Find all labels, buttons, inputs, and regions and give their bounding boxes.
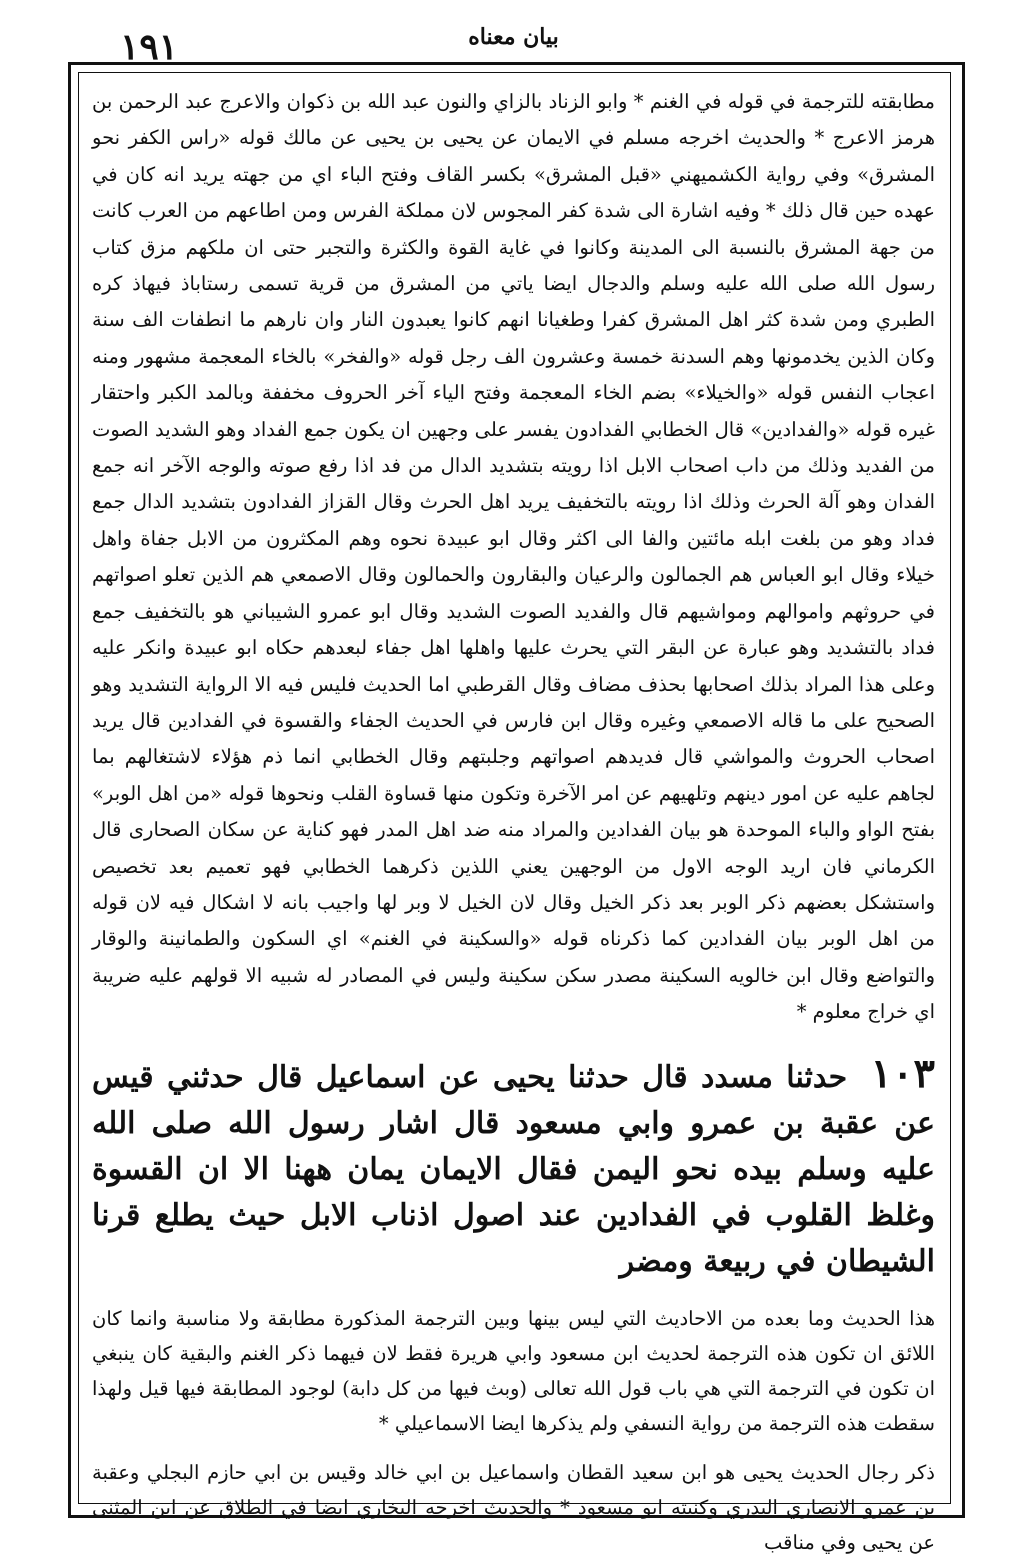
page-header bbox=[60, 6, 967, 68]
narrators-text: يحيى هو ابن سعيد القطان واسماعيل بن ابي خالد وقيس بن ابي حازم البجلي وعقبة بن عمرو الانصاري البدري وكنيته ابو مسعود * والحديث اخرجه البخاري ايضا في الطلاق عن ابن المثنى عن يحيى وفي مناقب bbox=[92, 1460, 935, 1554]
narrators-section bbox=[92, 1455, 935, 1560]
hadith-number: ١٠٣ bbox=[870, 1049, 935, 1097]
hadith-section bbox=[92, 1051, 935, 1285]
narrators-heading: ذكر رجال الحديث bbox=[790, 1460, 935, 1484]
commentary-paragraph: مطابقته للترجمة في قوله في الغنم * وابو الزناد بالزاي والنون عبد الله بن ذكوان والاعرج عبد الرحمن بن هرمز الاعرج * والحديث اخرجه مسلم في الايمان عن يحيى بن يحيى عن مالك قوله «راس الكفر نحو المشرق» وفي رواية الكشميهني «قبل المشرق» بكسر القاف وفتح الباء اي من جهته يريد انه كان في عهده حين قال ذلك * وفيه اشارة الى شدة كفر المجوس لان مملكة الفرس ومن اطاعهم من العرب كانت من جهة المشرق بالنسبة الى المدينة وكانوا في غاية القوة والكثرة والتجبر حتى ان ملكهم مزق كتاب رسول الله صلى الله عليه وسلم والدجال ايضا ياتي من المشرق من قرية تسمى رستاباذ فيهاذ كره الطبري ومن شدة كثر اهل المشرق كفرا وطغيانا انهم كانوا يعبدون النار وان نارهم ما انطفات الف سنة وكان الذين يخدمونها وهم السدنة خمسة وعشرون الف رجل قوله «والفخر» بالخاء المعجمة مشهور ومنه اعجاب النفس قوله «والخيلاء» بضم الخاء المعجمة وفتح الياء آخر الحروف مخففة وبالمد الكبر واحتقار غيره قوله «والفدادين» قال الخطابي الفدادون يفسر على وجهين ان يكون جمع الفداد وهو الشديد الصوت من الفديد وذلك من داب اصحاب الابل اذا رويته بتشديد الدال من فد اذا رفع صوته والوجه الآخر انه جمع الفدان وهو آلة الحرث وذلك اذا رويته بالتخفيف يريد اهل الحرث وقال القزاز الفدادون بتشديد الدال جمع فداد وهو من بلغت ابله مائتين والفا الى اكثر وقال ابو عبيدة نحوه وهم المكثرون من الابل جفاة واهل خيلاء وقال ابو العباس هم الجمالون والرعيان والبقارون والحمالون وقال الاصمعي هم الذين تعلو اصواتهم في حروثهم واموالهم ومواشيهم قال والفديد الصوت الشديد وقال ابو عمرو الشيباني هو بالتخفيف جمع فداد بالتشديد وهو عبارة عن البقر التي يحرث عليها واهلها اهل جفاء لبعدهم حكاه ابو عبيدة وانكر عليه وعلى هذا المراد بذلك اصحابها بحذف مضاف وقال القرطبي اما الحديث فليس فيه الا الرواية التشديد وهو الصحيح على ما قاله الاصمعي وغيره وقال ابن فارس في الحديث الجفاء والقسوة في الفدادين قال يريد اصحاب الحروث والمواشي قال فديدهم اصواتهم وجلبتهم وقال الخطابي انما ذم هؤلاء لاشتغالهم بما لجاهم عليه عن امور دينهم وتلهيهم عن امر الآخرة وتكون منها قساوة القلب ونحوها قوله «من اهل الوبر» بفتح الواو والباء الموحدة هو بيان الفدادين والمراد منه ضد اهل المدر فهو كناية عن سكان الصحارى قال الكرماني فان اريد الوجه الاول من الوجهين يعني اللذين ذكرهما الخطابي فهو تعميم بعد تخصيص واستشكل بعضهم ذكر الوبر بعد ذكر الخيل وقال لان الخيل لا وبر لها واجيب بانه لا اشكال فيه لان قوله من اهل الوبر بيان الفدادين كما ذكرناه قوله «والسكينة في الغنم» اي السكون والطمانينة والوقار والتواضع وقال ابن خالويه السكينة مصدر سكن سكينة وليس في المصادر له شبيه الا قولهم عليه ضريبة اي خراج معلوم * bbox=[92, 90, 935, 1024]
text-block bbox=[92, 84, 935, 1554]
commentary-section bbox=[92, 84, 935, 1031]
page-number: ١٩١ bbox=[120, 26, 179, 68]
hadith-text: حدثنا مسدد قال حدثنا يحيى عن اسماعيل قال حدثني قيس عن عقبة بن عمرو وابي مسعود قال اشار رسول الله صلى الله عليه وسلم بيده نحو اليمن فقال الايمان يمان ههنا الا ان القسوة وغلظ القلوب في الفدادين عند اصول اذناب الابل حيث يطلع قرنا الشيطان في ربيعة ومضر bbox=[92, 1059, 935, 1279]
running-title: بیان معناه bbox=[468, 24, 559, 50]
translator-note: هذا الحديث وما بعده من الاحاديث التي ليس بينها وبين الترجمة المذكورة مطابقة ولا مناسبة وانما كان اللائق ان تكون هذه الترجمة لحديث ابن مسعود وابي هريرة فقط لان فيهما ذكر الغنم والبقية كان ينبغي ان تكون في الترجمة التي هي باب قول الله تعالى (وبث فيها من كل دابة) لوجود المطابقة فيها قيل ولهذا سقطت هذه الترجمة من رواية النسفي ولم يذكرها ايضا الاسماعيلي * bbox=[92, 1306, 935, 1435]
